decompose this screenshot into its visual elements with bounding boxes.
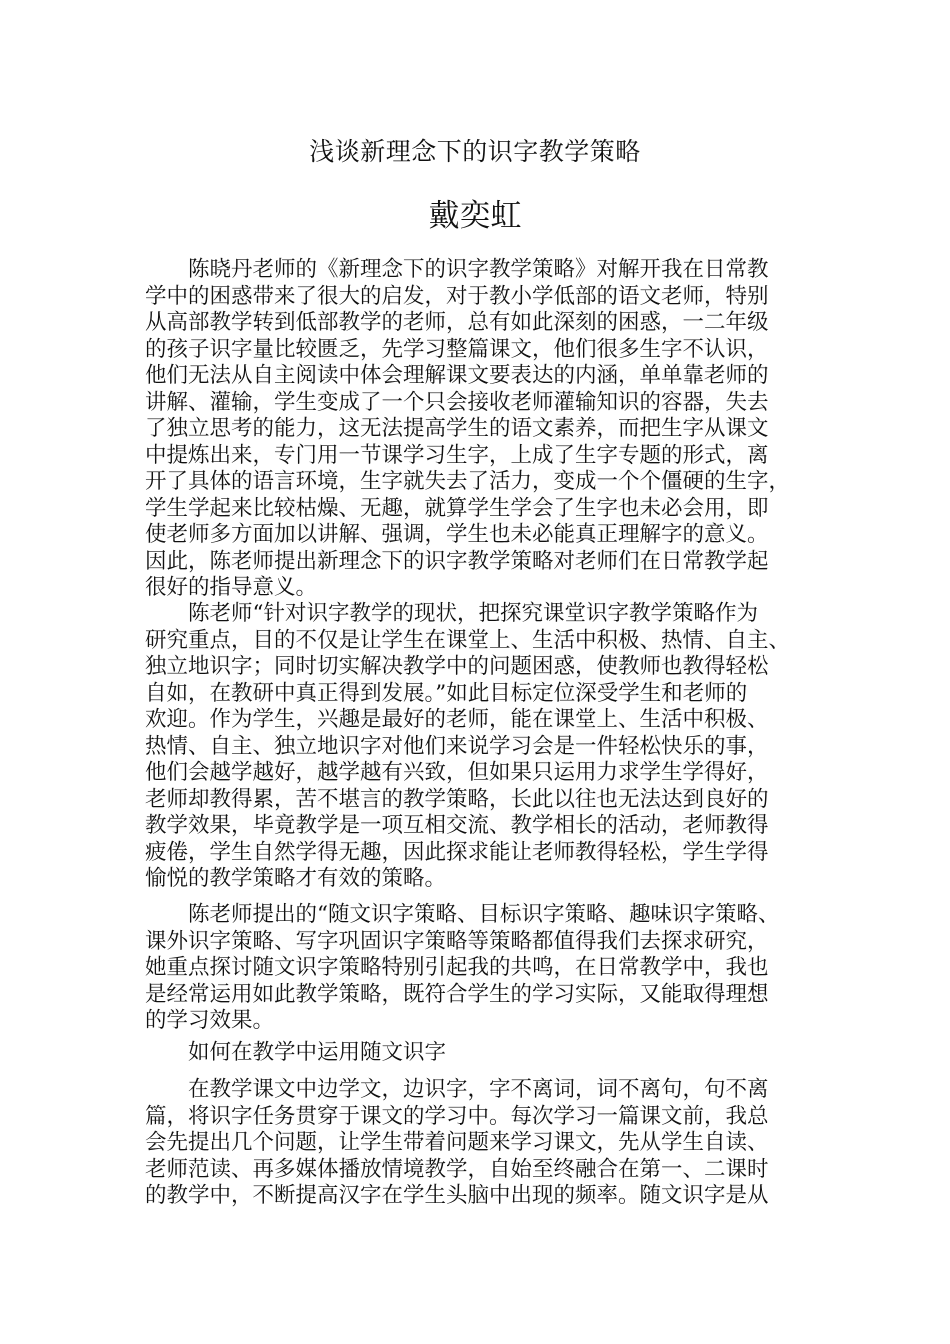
paragraph-line: 很好的指导意义。: [145, 575, 318, 600]
document-title: 浅谈新理念下的识字教学策略: [309, 137, 641, 166]
paragraph-line: 的教学中，不断提高汉字在学生头脑中出现的频率。随文识字是从: [145, 1183, 769, 1208]
paragraph-line: 学生学起来比较枯燥、无趣，就算学生学会了生字也未必会用，即: [145, 495, 769, 521]
paragraph-line: 因此，陈老师提出新理念下的识字教学策略对老师们在日常教学起: [145, 548, 769, 574]
paragraph-4: [145, 1077, 813, 1210]
document-author: 戴奕虹: [428, 198, 522, 234]
paragraph-line: 讲解、灌输，学生变成了一个只会接收老师灌输知识的容器，失去: [145, 389, 769, 415]
paragraph-3: [145, 902, 813, 1035]
paragraph-line: 是经常运用如此教学策略，既符合学生的学习实际，又能取得理想: [145, 981, 769, 1007]
paragraph-line: 独立地识字；同时切实解决教学中的问题困惑，使教师也教得轻松: [145, 654, 769, 679]
paragraph-line: 会先提出几个问题，让学生带着问题来学习课文，先从学生自读、: [145, 1130, 769, 1155]
paragraph-line: 了独立思考的能力，这无法提高学生的语文素养，而把生字从课文: [145, 416, 769, 441]
paragraph-line: 篇，将识字任务贯穿于课文的学习中。每次学习一篇课文前，我总: [145, 1103, 769, 1129]
section-heading: [145, 1040, 813, 1067]
paragraph-line: 热情、自主、独立地识字对他们来说学习会是一件轻松快乐的事，: [145, 733, 769, 759]
paragraph-line: 中提炼出来，专门用一节课学习生字，上成了生字专题的形式，离: [145, 442, 769, 468]
paragraph-line: 学中的困惑带来了很大的启发，对于教小学低部的语文老师，特别: [145, 283, 769, 309]
paragraph-line: 从高部教学转到低部教学的老师，总有如此深刻的困惑，一二年级: [145, 310, 769, 335]
paragraph-line: 陈晓丹老师的《新理念下的识字教学策略》对解开我在日常教: [188, 257, 769, 282]
paragraph-line: 老师却教得累，苦不堪言的教学策略，长此以往也无法达到良好的: [145, 786, 769, 812]
paragraph-1: [145, 257, 813, 602]
paragraph-line: 愉悦的教学策略才有效的策略。: [145, 866, 447, 891]
paragraph-line: 自如，在教研中真正得到发展。”如此目标定位深受学生和老师的: [145, 680, 748, 706]
paragraph-line: 她重点探讨随文识字策略特别引起我的共鸣，在日常教学中，我也: [145, 955, 769, 980]
paragraph-line: 教学效果，毕竟教学是一项互相交流、教学相长的活动，老师教得: [145, 813, 769, 838]
section-heading-text: 如何在教学中运用随文识字: [188, 1040, 447, 1065]
paragraph-line: 陈老师提出的“随文识字策略、目标识字策略、趣味识字策略、: [188, 902, 780, 927]
paragraph-line: 他们会越学越好，越学越有兴致，但如果只运用力求学生学得好，: [145, 760, 769, 785]
paragraph-line: 开了具体的语言环境，生字就失去了活力，变成一个个僵硬的生字，: [145, 469, 791, 494]
paragraph-line: 陈老师“针对识字教学的现状，把探究课堂识字教学策略作为: [188, 601, 758, 626]
paragraph-line: 在教学课文中边学文，边识字，字不离词，词不离句，句不离: [188, 1077, 769, 1102]
paragraph-line: 的孩子识字量比较匮乏，先学习整篇课文，他们很多生字不认识，: [145, 336, 769, 362]
paragraph-line: 课外识字策略、写字巩固识字策略等策略都值得我们去探求研究，: [145, 928, 769, 954]
paragraph-line: 的学习效果。: [145, 1008, 275, 1033]
paragraph-2: [145, 601, 813, 893]
paragraph-line: 欢迎。作为学生，兴趣是最好的老师，能在课堂上、生活中积极、: [145, 707, 769, 732]
paragraph-line: 研究重点，目的不仅是让学生在课堂上、生活中积极、热情、自主、: [145, 627, 791, 653]
paragraph-line: 使老师多方面加以讲解、强调，学生也未必能真正理解字的意义。: [145, 522, 769, 547]
paragraph-line: 老师范读、再多媒体播放情境教学，自始至终融合在第一、二课时: [145, 1156, 769, 1182]
paragraph-line: 疲倦，学生自然学得无趣，因此探求能让老师教得轻松，学生学得: [145, 839, 769, 865]
paragraph-line: 他们无法从自主阅读中体会理解课文要表达的内涵，单单靠老师的: [145, 363, 769, 388]
